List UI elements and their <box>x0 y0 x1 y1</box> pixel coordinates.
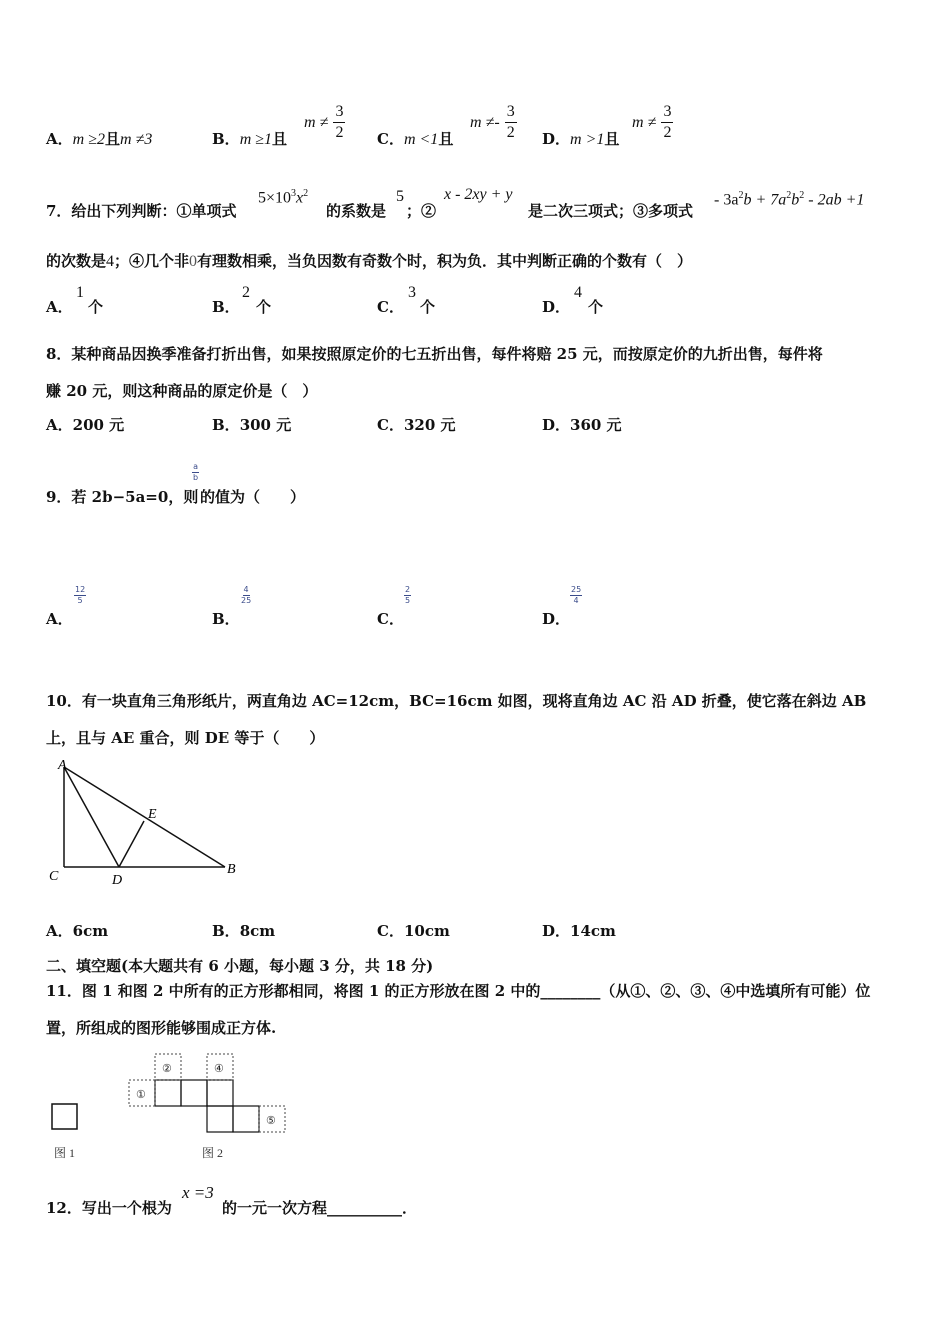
q8-line2: 赚 20 元，则这种商品的原定价是（ ） <box>46 382 318 400</box>
conj: 且 <box>604 130 620 148</box>
q7-option-a-unit: 个 <box>88 298 104 316</box>
q9-option-a[interactable]: A． <box>46 610 73 628</box>
conj: 且 <box>272 130 288 148</box>
math-expr: m ≠ <box>632 114 657 131</box>
mark-5: ⑤ <box>266 1115 276 1127</box>
q8-line1: 8．某种商品因换季准备打折出售，如果按照原定价的七五折出售，每件将赔 25 元，而按原定价的九折出售，每件将 <box>46 345 823 363</box>
q7-line2: 的次数是4；④几个非0有理数相乘，当负因数有奇数个时，积为负．其中判断正确的个数有（ ） <box>46 252 693 270</box>
q7-poly2: x - 2xy + y <box>444 186 513 203</box>
q10-line2: 上，且与 AE 重合，则 DE 等于（ ） <box>46 729 325 747</box>
q10-option-b[interactable]: B．8cm <box>212 922 276 940</box>
q8-option-c[interactable]: C．320 元 <box>377 416 456 434</box>
q9-option-c[interactable]: C． <box>377 610 404 628</box>
conj: 且 <box>438 130 454 148</box>
q6-option-d[interactable] <box>542 128 619 149</box>
label-d: D <box>112 873 123 888</box>
fraction: $\frac{3}{2}$ <box>335 103 344 141</box>
net-square-3 <box>207 1080 233 1106</box>
mark-4: ④ <box>214 1063 224 1075</box>
q7-option-d[interactable]: D． <box>542 298 571 316</box>
label-a: A <box>58 758 67 773</box>
q9-option-b[interactable]: B． <box>212 610 240 628</box>
math-expr: m ≠3 <box>120 131 153 148</box>
label-e: E <box>148 807 157 822</box>
q7-monomial: $5\times 10^3x^2$ <box>258 188 309 207</box>
option-label: A． <box>46 130 73 148</box>
q9-prefix: 9．若 2b−5a=0，则 <box>46 488 199 506</box>
label-c: C <box>49 869 59 884</box>
math-expr: m ≥1 <box>239 131 273 148</box>
section-heading: 二、填空题(本大题共有 6 小题，每小题 3 分，共 18 分) <box>46 957 434 975</box>
option-label: B． <box>212 130 240 148</box>
q8-option-a[interactable]: A．200 元 <box>46 416 125 434</box>
option-label: D． <box>542 130 571 148</box>
q9-fraction: $\frac{a}{b}$ <box>193 462 199 483</box>
q6-b-fraction <box>304 104 345 141</box>
math-expr: m >1 <box>570 131 605 148</box>
math-expr: m <1 <box>403 131 439 148</box>
q7-prefix: 7．给出下列判断：①单项式 <box>46 202 237 220</box>
q7-mid1: 的系数是 <box>326 202 387 220</box>
q7-option-c[interactable]: C． <box>377 298 404 316</box>
q11-line1: 11．图 1 和图 2 中所有的正方形都相同，将图 1 的正方形放在图 2 中的________（从①、②、③、④中选填所有可能）位 <box>46 982 871 1000</box>
q7-option-c-unit: 个 <box>420 298 436 316</box>
q9-option-d[interactable]: D． <box>542 610 571 628</box>
q7-coef: 5 <box>396 188 404 205</box>
q9-option-c-frac: $\frac{2}{5}$ <box>405 585 411 606</box>
q12-prefix: 12．写出一个根为 <box>46 1199 172 1217</box>
option-label: C． <box>377 130 404 148</box>
triangle-figure <box>40 752 250 892</box>
q7-option-d-num: 4 <box>574 284 582 301</box>
mark-2: ② <box>162 1063 172 1075</box>
math-expr: m ≠- <box>470 114 500 131</box>
q7-mid2: ；② <box>406 202 437 220</box>
q10-option-d[interactable]: D．14cm <box>542 922 616 940</box>
q7-poly3: - $3a^2b + 7a^2b^2 - 2ab +1$ <box>714 190 865 209</box>
mark-1: ① <box>136 1089 146 1101</box>
q7-option-c-num: 3 <box>408 284 416 301</box>
net-square-2 <box>181 1080 207 1106</box>
q9-option-a-frac: $\frac{12}{5}$ <box>75 585 86 606</box>
conj: 且 <box>104 130 120 148</box>
q6-option-a[interactable] <box>46 128 152 149</box>
q6-option-c[interactable] <box>377 128 453 149</box>
q6-c-fraction <box>470 104 517 141</box>
q7-option-b-unit: 个 <box>256 298 272 316</box>
fraction: $\frac{3}{2}$ <box>663 103 672 141</box>
edge-de <box>119 821 144 867</box>
q7-option-a-num: 1 <box>76 284 84 301</box>
q12-suffix: 的一元一次方程__________． <box>222 1199 418 1217</box>
q10-option-c[interactable]: C．10cm <box>377 922 450 940</box>
math-expr: m ≥2 <box>72 131 105 148</box>
q7-option-d-unit: 个 <box>588 298 604 316</box>
q9-suffix: 的值为（ ） <box>200 488 306 506</box>
net-square-1 <box>155 1080 181 1106</box>
q7-option-b-num: 2 <box>242 284 250 301</box>
math-expr: m ≠ <box>304 114 329 131</box>
q8-option-b[interactable]: B．300 元 <box>212 416 292 434</box>
fig1-caption: 图 1 <box>54 1146 76 1160</box>
net-square-5 <box>233 1106 259 1132</box>
q12-root: x =3 <box>182 1183 214 1202</box>
q7-mid3: 是二次三项式；③多项式 <box>528 202 694 220</box>
q6-option-b[interactable] <box>212 128 287 149</box>
edge-ad <box>64 767 119 867</box>
q10-line1: 10．有一块直角三角形纸片，两直角边 AC=12cm，BC=16cm 如图，现将直角边 AC 沿 AD 折叠，使它落在斜边 AB <box>46 692 867 710</box>
net-square-4 <box>207 1106 233 1132</box>
q9-option-d-frac: $\frac{25}{4}$ <box>571 585 582 606</box>
fig1-square <box>52 1104 77 1129</box>
q11-line2: 置，所组成的图形能够围成正方体. <box>46 1019 277 1037</box>
q6-d-fraction <box>632 104 673 141</box>
q7-option-b[interactable]: B． <box>212 298 240 316</box>
edge-ab <box>64 767 225 867</box>
fig2-caption: 图 2 <box>202 1146 224 1160</box>
fraction: $\frac{3}{2}$ <box>506 103 515 141</box>
q10-option-a[interactable]: A．6cm <box>46 922 109 940</box>
cube-net-figure <box>40 1048 300 1168</box>
label-b: B <box>227 862 236 877</box>
q7-option-a[interactable]: A． <box>46 298 73 316</box>
q9-option-b-frac: $\frac{4}{25}$ <box>241 585 252 606</box>
q8-option-d[interactable]: D．360 元 <box>542 416 622 434</box>
